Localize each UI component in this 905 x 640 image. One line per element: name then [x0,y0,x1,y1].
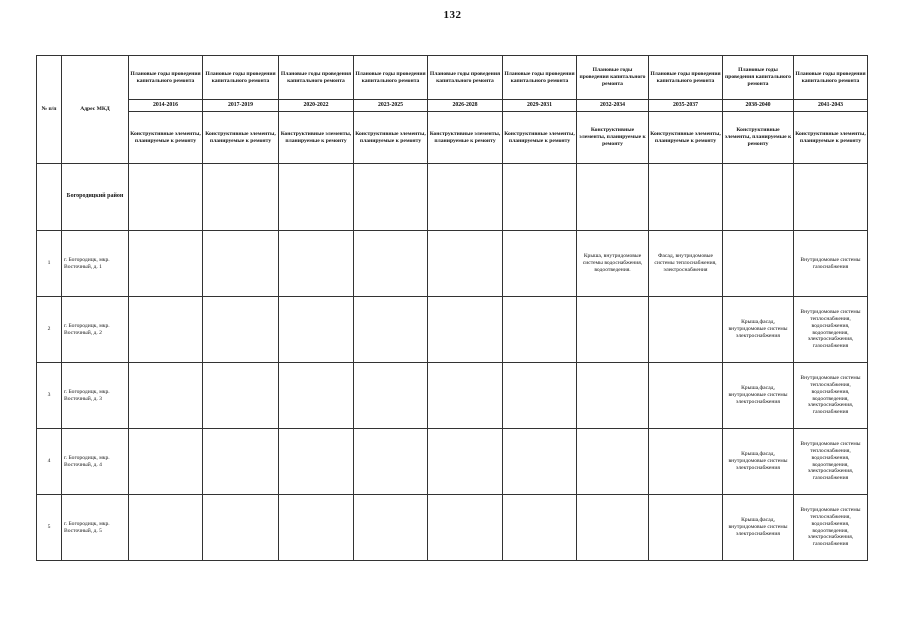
header-num: № п/п [37,56,62,164]
district-num [37,164,62,231]
header-plan: Плановые годы проведения капитального ремонта [649,56,723,100]
header-row-elements [37,112,868,164]
table-row [37,495,868,561]
period-label: 2035-2037 [649,100,723,112]
header-plan: Плановые годы проведения капитального ремонта [503,56,577,100]
elements-cell [649,429,723,495]
elements-cell [203,231,279,297]
elements-cell: Крыша, внутридомовые системы водоснабжения, водоотведения. [577,231,649,297]
elements-cell [279,297,354,363]
page-number: 132 [443,9,462,21]
elements-cell [354,429,428,495]
elements-cell [279,231,354,297]
empty-cell [279,164,354,231]
period-label: 2023-2025 [354,100,428,112]
elements-cell [129,363,203,429]
empty-cell [577,164,649,231]
elements-cell: Крыша,фасад, внутридомовые системы электроснабжения [723,495,794,561]
elements-cell: Внутридомовые системы теплоснабжения, водоснабжения, водоотведения, электроснабжения, газоснабжения [794,429,868,495]
empty-cell [428,164,503,231]
elements-cell [428,495,503,561]
elements-cell [503,495,577,561]
elements-cell [503,429,577,495]
row-address: г. Богородицк, мкр. Восточный, д. 2 [62,297,129,363]
empty-cell [129,164,203,231]
elements-cell [203,429,279,495]
row-address: г. Богородицк, мкр. Восточный, д. 5 [62,495,129,561]
row-number: 2 [37,297,62,363]
elements-cell [503,231,577,297]
elements-cell [279,495,354,561]
row-number: 5 [37,495,62,561]
capital-repair-table [36,55,868,561]
row-number: 1 [37,231,62,297]
header-elements: Конструктивные элементы, планируемые к ремонту [577,112,649,164]
elements-cell [428,231,503,297]
elements-cell [649,363,723,429]
district-row [37,164,868,231]
table-row [37,231,868,297]
elements-cell [428,429,503,495]
header-plan: Плановые годы проведения капитального ремонта [129,56,203,100]
elements-cell [649,297,723,363]
header-plan: Плановые годы проведения капитального ремонта [279,56,354,100]
table-row [37,297,868,363]
row-number: 3 [37,363,62,429]
elements-cell: Внутридомовые системы теплоснабжения, водоснабжения, водоотведения, электроснабжения, газоснабжения [794,297,868,363]
elements-cell [129,495,203,561]
header-plan: Плановые годы проведения капитального ремонта [577,56,649,100]
elements-cell [723,231,794,297]
period-label: 2020-2022 [279,100,354,112]
period-label: 2032-2034 [577,100,649,112]
period-label: 2026-2028 [428,100,503,112]
elements-cell [129,297,203,363]
elements-cell [129,231,203,297]
elements-cell [577,495,649,561]
header-plan: Плановые годы проведения капитального ремонта [794,56,868,100]
row-number: 4 [37,429,62,495]
empty-cell [723,164,794,231]
elements-cell [503,297,577,363]
elements-cell [279,363,354,429]
period-label: 2014-2016 [129,100,203,112]
elements-cell: Крыша,фасад, внутридомовые системы электроснабжения [723,363,794,429]
header-elements: Конструктивные элементы, планируемые к ремонту [723,112,794,164]
header-address: Адрес МКД [62,56,129,164]
period-label: 2017-2019 [203,100,279,112]
header-plan: Плановые годы проведения капитального ремонта [354,56,428,100]
elements-cell [203,297,279,363]
table-row [37,429,868,495]
elements-cell [354,363,428,429]
elements-cell [649,495,723,561]
row-address: г. Богородицк, мкр. Восточный, д. 1 [62,231,129,297]
header-elements: Конструктивные элементы, планируемые к ремонту [203,112,279,164]
elements-cell [203,495,279,561]
empty-cell [503,164,577,231]
header-elements: Конструктивные элементы, планируемые к ремонту [503,112,577,164]
elements-cell [577,363,649,429]
header-elements: Конструктивные элементы, планируемые к ремонту [279,112,354,164]
table-row [37,363,868,429]
period-label: 2038-2040 [723,100,794,112]
header-elements: Конструктивные элементы, планируемые к ремонту [354,112,428,164]
elements-cell: Крыша,фасад, внутридомовые системы электроснабжения [723,297,794,363]
elements-cell [279,429,354,495]
header-plan: Плановые годы проведения капитального ремонта [428,56,503,100]
header-elements: Конструктивные элементы, планируемые к ремонту [649,112,723,164]
header-plan: Плановые годы проведения капитального ремонта [723,56,794,100]
elements-cell [428,363,503,429]
district-name: Богородицкий район [62,164,129,231]
elements-cell [354,495,428,561]
elements-cell [503,363,577,429]
row-address: г. Богородицк, мкр. Восточный, д. 3 [62,363,129,429]
elements-cell: Фасад, внутридомовые системы теплоснабжения, электроснабжения [649,231,723,297]
row-address: г. Богородицк, мкр. Восточный, д. 4 [62,429,129,495]
elements-cell [577,297,649,363]
period-label: 2041-2043 [794,100,868,112]
empty-cell [649,164,723,231]
elements-cell [428,297,503,363]
elements-cell: Крыша,фасад, внутридомовые системы электроснабжения [723,429,794,495]
elements-cell: Внутридомовые системы теплоснабжения, водоснабжения, водоотведения, электроснабжения, газоснабжения [794,495,868,561]
empty-cell [203,164,279,231]
elements-cell [203,363,279,429]
elements-cell [354,231,428,297]
elements-cell [129,429,203,495]
empty-cell [794,164,868,231]
elements-cell [577,429,649,495]
header-plan: Плановые годы проведения капитального ремонта [203,56,279,100]
period-label: 2029-2031 [503,100,577,112]
elements-cell: Внутридомовые системы теплоснабжения, водоснабжения, водоотведения, электроснабжения, газоснабжения [794,363,868,429]
empty-cell [354,164,428,231]
header-row-years [37,100,868,112]
header-elements: Конструктивные элементы, планируемые к ремонту [428,112,503,164]
header-elements: Конструктивные элементы, планируемые к ремонту [794,112,868,164]
elements-cell: Внутридомовые системы газоснабжения [794,231,868,297]
header-row-plan [37,56,868,100]
elements-cell [354,297,428,363]
header-elements: Конструктивные элементы, планируемые к ремонту [129,112,203,164]
